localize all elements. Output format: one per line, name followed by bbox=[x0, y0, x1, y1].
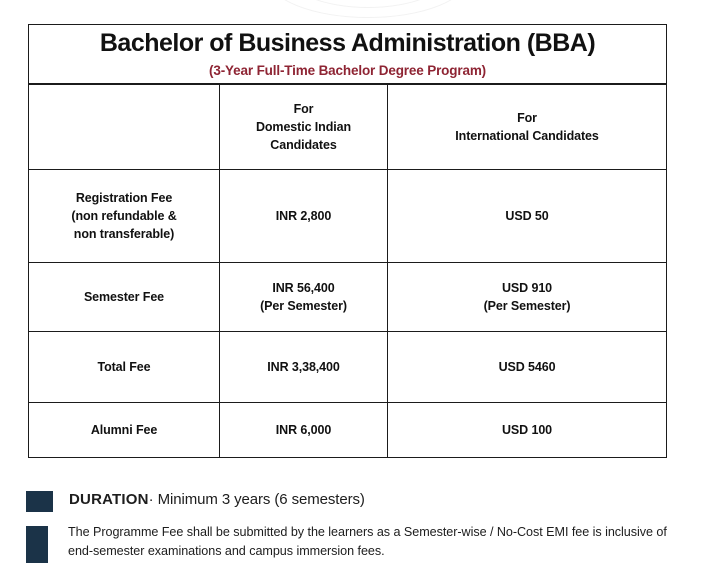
cell-international-total-fee bbox=[388, 332, 667, 403]
cell-value-line2: (Per Semester) bbox=[483, 299, 571, 314]
row-label-line1: Total Fee bbox=[97, 360, 151, 375]
fee-note-text: The Programme Fee shall be submitted by the learners as a Semester-wise / No-Cost EMI fee is inclusive of end-semester examinations and campus immersion fees. bbox=[68, 525, 667, 559]
cell-value-line1: USD 50 bbox=[505, 209, 549, 224]
square-marker-icon bbox=[26, 491, 53, 512]
duration-separator: · bbox=[148, 491, 154, 508]
cell-domestic-total-fee bbox=[220, 332, 388, 403]
program-subtitle: (3-Year Full-Time Bachelor Degree Program) bbox=[208, 63, 487, 78]
table-row bbox=[29, 332, 667, 403]
cell-value-line2: (Per Semester) bbox=[260, 299, 347, 314]
row-label-total-fee bbox=[29, 332, 220, 403]
header-domestic-line3: Candidates bbox=[270, 138, 337, 153]
square-marker-icon bbox=[26, 526, 48, 563]
header-international-line2: International Candidates bbox=[455, 129, 599, 144]
row-label-semester-fee bbox=[29, 263, 220, 332]
page-title: Bachelor of Business Administration (BBA) bbox=[99, 29, 596, 57]
header-international-line1: For bbox=[517, 111, 537, 126]
table-title-row bbox=[29, 25, 667, 85]
duration-value: Minimum 3 years (6 semesters) bbox=[157, 491, 365, 508]
duration-note-text bbox=[69, 490, 365, 510]
header-international-candidates bbox=[388, 84, 667, 170]
table-row bbox=[29, 170, 667, 263]
fee-note-row bbox=[26, 523, 682, 563]
cell-domestic-registration-fee bbox=[220, 170, 388, 263]
table-header-row bbox=[29, 84, 667, 170]
program-title-cell bbox=[29, 25, 667, 85]
fee-structure-table bbox=[28, 24, 667, 458]
cell-value-line1: USD 5460 bbox=[498, 360, 556, 375]
row-label-alumni-fee bbox=[29, 403, 220, 458]
row-label-registration-fee bbox=[29, 170, 220, 263]
table-row bbox=[29, 403, 667, 458]
row-label-line2: (non refundable & bbox=[71, 209, 177, 224]
row-label-line1: Semester Fee bbox=[83, 290, 165, 305]
decor-arc-middle bbox=[287, 0, 449, 8]
row-label-line3: non transferable) bbox=[73, 227, 175, 242]
row-label-line1: Registration Fee bbox=[75, 191, 173, 205]
cell-value-line1: INR 2,800 bbox=[275, 209, 332, 224]
decor-arc-outer bbox=[267, 0, 469, 18]
duration-note-row bbox=[26, 490, 682, 512]
duration-label: DURATION bbox=[69, 491, 149, 508]
cell-domestic-alumni-fee bbox=[220, 403, 388, 458]
row-label-line1: Alumni Fee bbox=[90, 423, 158, 438]
header-domestic-line2: Domestic Indian bbox=[255, 120, 352, 135]
cell-value-line1: INR 6,000 bbox=[275, 423, 332, 438]
cell-value-line1: USD 910 bbox=[502, 281, 553, 296]
cell-value-line1: INR 56,400 bbox=[272, 281, 335, 296]
header-blank-cell bbox=[29, 84, 220, 170]
header-domestic-candidates bbox=[220, 84, 388, 170]
cell-international-registration-fee bbox=[388, 170, 667, 263]
cell-international-semester-fee bbox=[388, 263, 667, 332]
notes-section bbox=[26, 490, 682, 563]
cell-value-line1: INR 3,38,400 bbox=[267, 360, 340, 375]
cell-value-line1: USD 100 bbox=[502, 423, 553, 438]
cell-domestic-semester-fee bbox=[220, 263, 388, 332]
decorative-arcs bbox=[268, 0, 468, 16]
table-row bbox=[29, 263, 667, 332]
cell-international-alumni-fee bbox=[388, 403, 667, 458]
header-domestic-line1: For bbox=[293, 102, 314, 116]
